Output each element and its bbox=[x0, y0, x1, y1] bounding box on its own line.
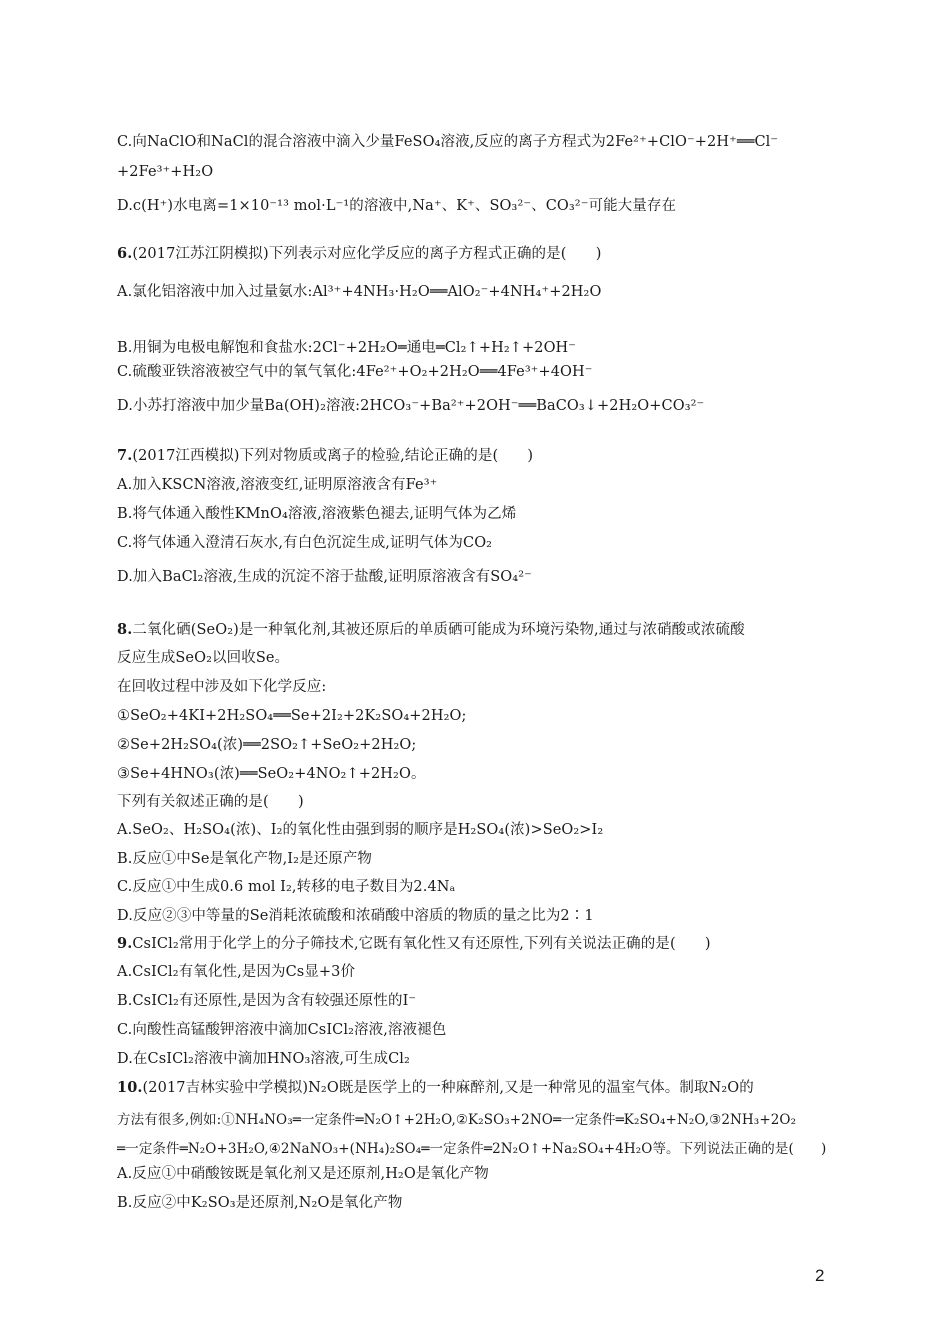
option-10b: B.反应②中K₂SO₃是还原剂,N₂O是氧化产物 bbox=[117, 1195, 403, 1211]
question-8: 8.二氧化硒(SeO₂)是一种氧化剂,其被还原后的单质硒可能成为环境污染物,通过与浓硝酸或浓硫酸 bbox=[117, 621, 745, 638]
option-6c: C.硫酸亚铁溶液被空气中的氧气氧化:4Fe²⁺+O₂+2H₂O══4Fe³⁺+4OH⁻ bbox=[117, 364, 593, 380]
option-8a: A.SeO₂、H₂SO₄(浓)、I₂的氧化性由强到弱的顺序是H₂SO₄(浓)>SeO₂>I₂ bbox=[117, 822, 604, 838]
reaction-3: ③Se+4HNO₃(浓)══SeO₂+4NO₂↑+2H₂O。 bbox=[117, 766, 426, 782]
option-8b: B.反应①中Se是氧化产物,I₂是还原产物 bbox=[117, 851, 373, 867]
option-9b: B.CsICl₂有还原性,是因为含有较强还原性的I⁻ bbox=[117, 993, 417, 1009]
question-8-cont: 反应生成SeO₂以回收Se。 bbox=[117, 650, 290, 666]
question-8-intro: 在回收过程中涉及如下化学反应: bbox=[117, 679, 327, 695]
option-7d: D.加入BaCl₂溶液,生成的沉淀不溶于盐酸,证明原溶液含有SO₄²⁻ bbox=[117, 569, 532, 585]
question-10-cont2: ═一定条件═N₂O+3H₂O,④2NaNO₃+(NH₄)₂SO₄═一定条件═2N₂O↑+Na₂SO₄+4H₂O等。下列说法正确的是( ) bbox=[117, 1141, 827, 1157]
option-7a: A.加入KSCN溶液,溶液变红,证明原溶液含有Fe³⁺ bbox=[117, 477, 438, 493]
option-9d: D.在CsICl₂溶液中滴加HNO₃溶液,可生成Cl₂ bbox=[117, 1051, 410, 1067]
question-9: 9.CsICl₂常用于化学上的分子筛技术,它既有氧化性又有还原性,下列有关说法正确的是( ) bbox=[117, 935, 711, 952]
option-8c: C.反应①中生成0.6 mol I₂,转移的电子数目为2.4Nₐ bbox=[117, 879, 456, 895]
option-5d: D.c(H⁺)水电离=1×10⁻¹³ mol·L⁻¹的溶液中,Na⁺、K⁺、SO₃²⁻、CO₃²⁻可能大量存在 bbox=[117, 198, 677, 214]
option-9c: C.向酸性高锰酸钾溶液中滴加CsICl₂溶液,溶液褪色 bbox=[117, 1022, 447, 1038]
option-7c: C.将气体通入澄清石灰水,有白色沉淀生成,证明气体为CO₂ bbox=[117, 535, 493, 551]
option-8d: D.反应②③中等量的Se消耗浓硫酸和浓硝酸中溶质的物质的量之比为2∶1 bbox=[117, 908, 594, 924]
option-6b: B.用铜为电极电解饱和食盐水:2Cl⁻+2H₂O═通电═Cl₂↑+H₂↑+2OH⁻ bbox=[117, 340, 577, 356]
page-number: 2 bbox=[815, 1266, 825, 1285]
option-6a: A.氯化铝溶液中加入过量氨水:Al³⁺+4NH₃·H₂O══AlO₂⁻+4NH₄⁺+2H₂O bbox=[117, 284, 602, 300]
question-8-ask: 下列有关叙述正确的是( ) bbox=[117, 794, 304, 810]
option-7b: B.将气体通入酸性KMnO₄溶液,溶液紫色褪去,证明气体为乙烯 bbox=[117, 506, 517, 522]
option-5c-cont: +2Fe³⁺+H₂O bbox=[117, 164, 214, 180]
question-7: 7.(2017江西模拟)下列对物质或离子的检验,结论正确的是( ) bbox=[117, 447, 534, 464]
option-5c: C.向NaClO和NaCl的混合溶液中滴入少量FeSO₄溶液,反应的离子方程式为2Fe²⁺+ClO⁻+2H⁺══Cl⁻ bbox=[117, 134, 779, 150]
option-10a: A.反应①中硝酸铵既是氧化剂又是还原剂,H₂O是氧化产物 bbox=[117, 1166, 489, 1182]
reaction-1: ①SeO₂+4KI+2H₂SO₄══Se+2I₂+2K₂SO₄+2H₂O; bbox=[117, 708, 467, 724]
option-9a: A.CsICl₂有氧化性,是因为Cs显+3价 bbox=[117, 964, 356, 980]
question-10-cont: 方法有很多,例如:①NH₄NO₃═一定条件═N₂O↑+2H₂O,②K₂SO₃+2NO═一定条件═K₂SO₄+N₂O,③2NH₃+2O₂ bbox=[117, 1112, 797, 1128]
reaction-2: ②Se+2H₂SO₄(浓)══2SO₂↑+SeO₂+2H₂O; bbox=[117, 737, 417, 753]
question-10: 10.(2017吉林实验中学模拟)N₂O既是医学上的一种麻醉剂,又是一种常见的温室气体。制取N₂O的 bbox=[117, 1079, 754, 1096]
option-6d: D.小苏打溶液中加少量Ba(OH)₂溶液:2HCO₃⁻+Ba²⁺+2OH⁻══BaCO₃↓+2H₂O+CO₃²⁻ bbox=[117, 398, 705, 414]
question-6: 6.(2017江苏江阴模拟)下列表示对应化学反应的离子方程式正确的是( ) bbox=[117, 245, 602, 262]
